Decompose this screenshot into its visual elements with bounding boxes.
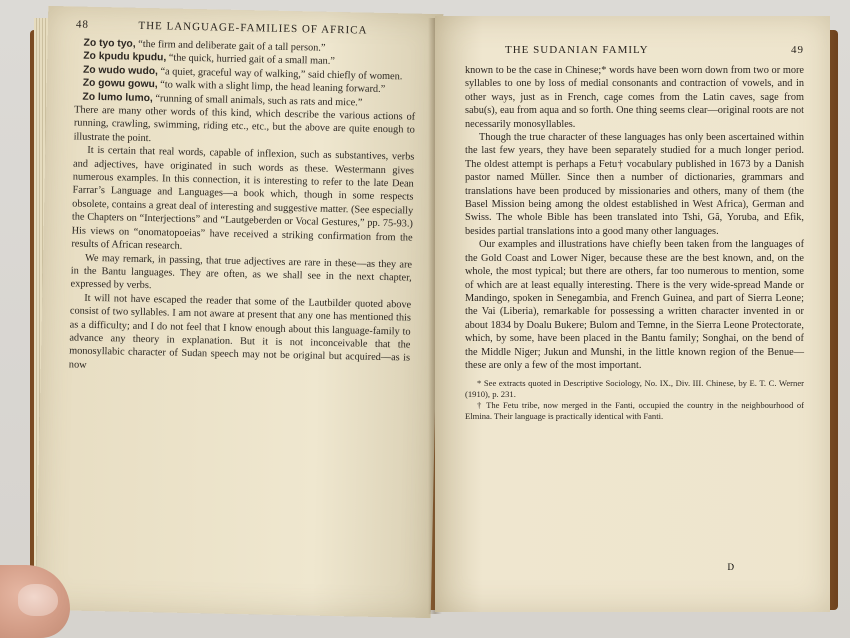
paragraph: There are many other words of this kind, which describe the various actions of running, crawling, swimming, riding etc., etc., but the above are quite enough to illustrate the point. xyxy=(73,104,416,144)
paragraph: known to be the case in Chinese;* words have been worn down from two or more syllables to one by loss of medial consonants and contraction of vowels, and in other ways, just as in French, cage comes from the Latin caves, sage from sabu(s), eau from aqua and so forth. One thing seems clear—original roots are not necessarily monosyllables. xyxy=(465,65,804,130)
term-word: Zo lumo lumo, xyxy=(82,91,153,104)
footnote: † The Fetu tribe, now merged in the Fanti, occupied the country in the neighbourhood of Elmina. Their language is practically identical with Fanti. xyxy=(465,400,804,422)
term-definition: “the quick, hurried gait of a small man.” xyxy=(166,52,336,68)
right-page-number: 49 xyxy=(791,44,804,56)
left-page xyxy=(36,6,444,618)
paragraph: It is certain that real words, capable of inflexion, such as substantives, verbs and adjectives, have originated in such words as these. Westermann gives numerous examples. In this connection, it is interesting to refer to the late Dean Farrar’s Language and Languages—a book which, though in some respects obsolete, contains a great deal of interesting and suggestive matter. (See especially the Chapters on “Interjections” and “Lautgeberden or Vocal Gestures,” pp. 75-93.) His views on “onomatopoeias” have received a striking confirmation from the results of African research. xyxy=(71,145,415,252)
term-definition: “to walk with a slight limp, the head leaning forward.” xyxy=(157,79,386,96)
term-word: Zo wudo wudo, xyxy=(82,64,159,78)
open-book xyxy=(30,8,840,608)
left-running-head: THE LANGUAGE-FAMILIES OF AFRICA xyxy=(138,19,368,37)
footnote: * See extracts quoted in Descriptive Sociology, No. IX., Div. III. Chinese, by E. T. C. Werner (1910), p. 231. xyxy=(465,378,804,400)
term-definition: “running of small animals, such as rats and mice.” xyxy=(152,92,363,109)
paragraph: We may remark, in passing, that true adjectives are rare in these—as they are in the Bantu languages. They are often, as we shall see in the next chapter, expressed by verbs. xyxy=(70,252,413,292)
right-page-text xyxy=(465,64,804,422)
thumbnail-nail xyxy=(18,584,58,616)
signature-mark: D xyxy=(727,562,734,572)
right-page xyxy=(435,16,830,612)
right-page-header xyxy=(505,44,804,56)
term-definition: “the firm and deliberate gait of a tall person.” xyxy=(135,38,326,54)
paragraph: It will not have escaped the reader that some of the Lautbilder quoted above consist of two syllables. I am not aware at present that any one has mentioned this as a difficulty; and I do not feel that I know enough about this language-family to advance any theory in explanation. But it is not inconceivable that the monosyllabic character of Sudan speech may not be original but acquired—as is now xyxy=(68,292,412,371)
paragraph: Our examples and illustrations have chiefly been taken from the languages of the Gold Coast and Lower Niger, because these are the best known, and, on the whole, the most typical; but there are others, far too numerous to mention, some of which are at least equally interesting. There is the very wide-spread Mande or Mandingo, spoken in Senegambia, and French Guinea, and part of Sierra Leone; the Vai (Liberia), remarkable for possessing a written character invented in or about 1834 by Doalu Bukere; Bulom and Temne, in the Sierra Leone Protectorate, which, by some, have been placed in the Bantu family; Songhai, on the bend of the Middle Niger; Jukun and Munshi, in the little known region of the Benue—these are only a few of the most important. xyxy=(465,239,804,371)
term-definition: “a quiet, graceful way of walking,” said chiefly of women. xyxy=(157,66,403,83)
term-word: Zo gowu gowu, xyxy=(82,77,158,91)
left-page-header xyxy=(76,19,417,38)
footnotes xyxy=(465,378,804,422)
left-page-number: 48 xyxy=(75,18,90,31)
term-word: Zo kpudu kpudu, xyxy=(83,51,167,64)
right-running-head: THE SUDANIAN FAMILY xyxy=(505,44,649,56)
term-word: Zo tyo tyo, xyxy=(83,37,136,50)
left-page-text xyxy=(69,37,417,379)
paragraph: Though the true character of these languages has only been ascertained within the last few years, they have been separately studied for a much longer period. The oldest attempt is perhaps a Fetu† vocabulary published in 1673 by a Danish pastor named Müller. Since then a number of dictionaries, grammars and translations have been produced by missionaries and others, many of them (the Basel Mission being among the oldest established in West Africa), German and Swiss. The whole Bible has been translated into Tshi, Gã, Yoruba, and Efik, besides partial translations into a good many other languages. xyxy=(465,132,804,237)
